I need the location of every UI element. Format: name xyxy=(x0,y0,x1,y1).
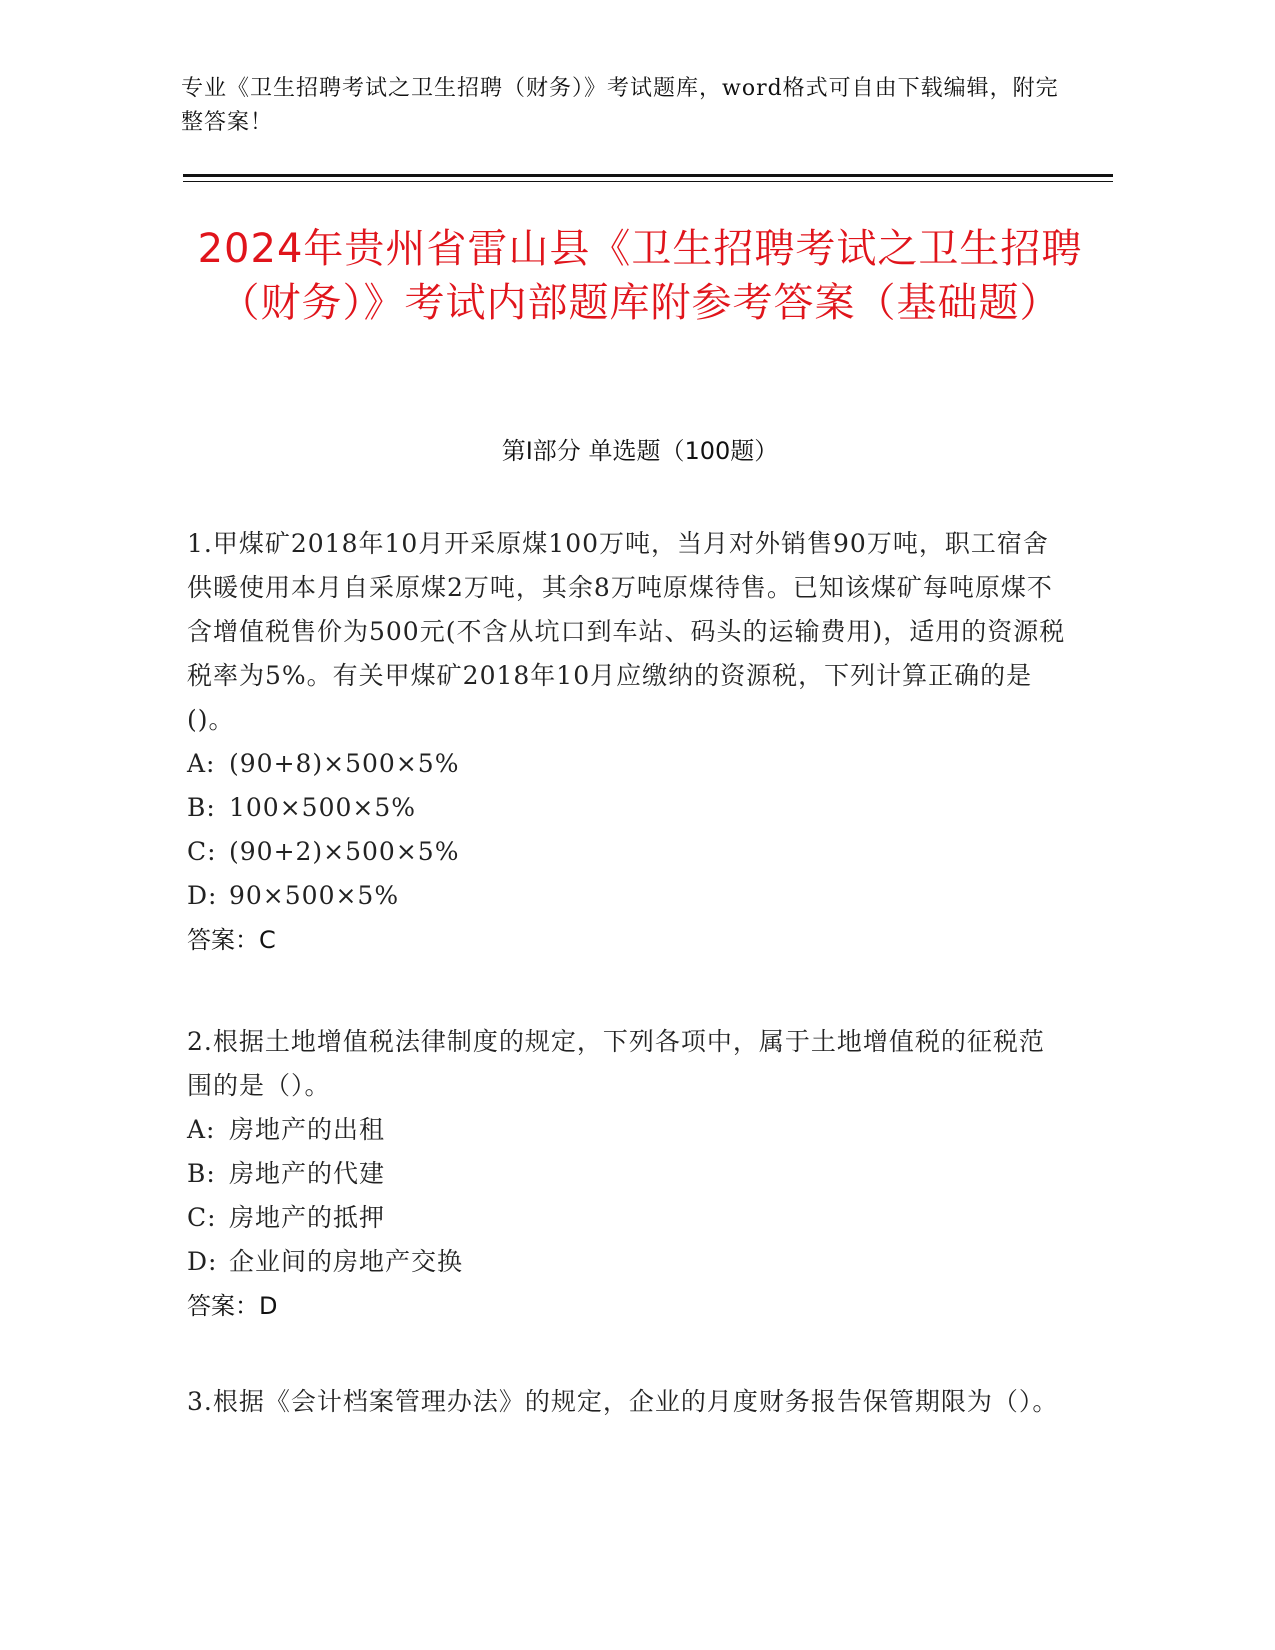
option-text: 房地产的代建 xyxy=(229,1159,386,1188)
option-c xyxy=(187,1196,1067,1240)
option-d xyxy=(187,1240,1067,1284)
question-stem: 1.甲煤矿2018年10月开采原煤100万吨，当月对外销售90万吨，职工宿舍供暖使用本月自采原煤2万吨，其余8万吨原煤待售。已知该煤矿每吨原煤不含增值税售价为500元(不含从坑口到车站、码头的运输费用)，适用的资源税税率为5%。有关甲煤矿2018年10月应缴纳的资源税，下列计算正确的是()。 xyxy=(187,529,1066,734)
option-text: 房地产的出租 xyxy=(229,1115,386,1144)
option-a xyxy=(187,742,1067,786)
option-letter: A: xyxy=(187,1115,216,1144)
header-divider-thick xyxy=(183,174,1113,177)
option-text: 房地产的抵押 xyxy=(229,1203,386,1232)
document-title: 2024年贵州省雷山县《卫生招聘考试之卫生招聘（财务）》考试内部题库附参考答案（基础题） xyxy=(197,226,1083,326)
option-letter: D: xyxy=(187,1247,218,1276)
option-letter: C: xyxy=(187,1203,217,1232)
option-letter: D: xyxy=(187,881,218,910)
header-note: 专业《卫生招聘考试之卫生招聘（财务）》考试题库，word格式可自由下载编辑，附完整答案！ xyxy=(181,76,1059,135)
question-stem: 3.根据《会计档案管理办法》的规定，企业的月度财务报告保管期限为（）。 xyxy=(187,1387,1059,1416)
answer-line: 答案：C xyxy=(187,926,276,954)
option-letter: B: xyxy=(187,1159,216,1188)
option-text: 100×500×5% xyxy=(229,793,416,822)
option-a xyxy=(187,1108,1067,1152)
option-b xyxy=(187,786,1067,830)
option-c xyxy=(187,830,1067,874)
option-letter: B: xyxy=(187,793,216,822)
question-3 xyxy=(187,1380,1067,1424)
option-b xyxy=(187,1152,1067,1196)
option-text: (90+2)×500×5% xyxy=(229,837,460,866)
answer-line: 答案：D xyxy=(187,1292,278,1320)
question-stem: 2.根据土地增值税法律制度的规定，下列各项中，属于土地增值税的征税范围的是（）。 xyxy=(187,1027,1045,1100)
option-text: 90×500×5% xyxy=(229,881,400,910)
option-text: 企业间的房地产交换 xyxy=(229,1247,464,1276)
question-1 xyxy=(187,522,1067,962)
section-heading: 第Ⅰ部分 单选题（100题） xyxy=(501,437,779,465)
header-divider-thin xyxy=(183,181,1113,182)
option-letter: A: xyxy=(187,749,216,778)
option-letter: C: xyxy=(187,837,217,866)
option-text: (90+8)×500×5% xyxy=(229,749,460,778)
option-d xyxy=(187,874,1067,918)
question-2 xyxy=(187,1020,1067,1328)
